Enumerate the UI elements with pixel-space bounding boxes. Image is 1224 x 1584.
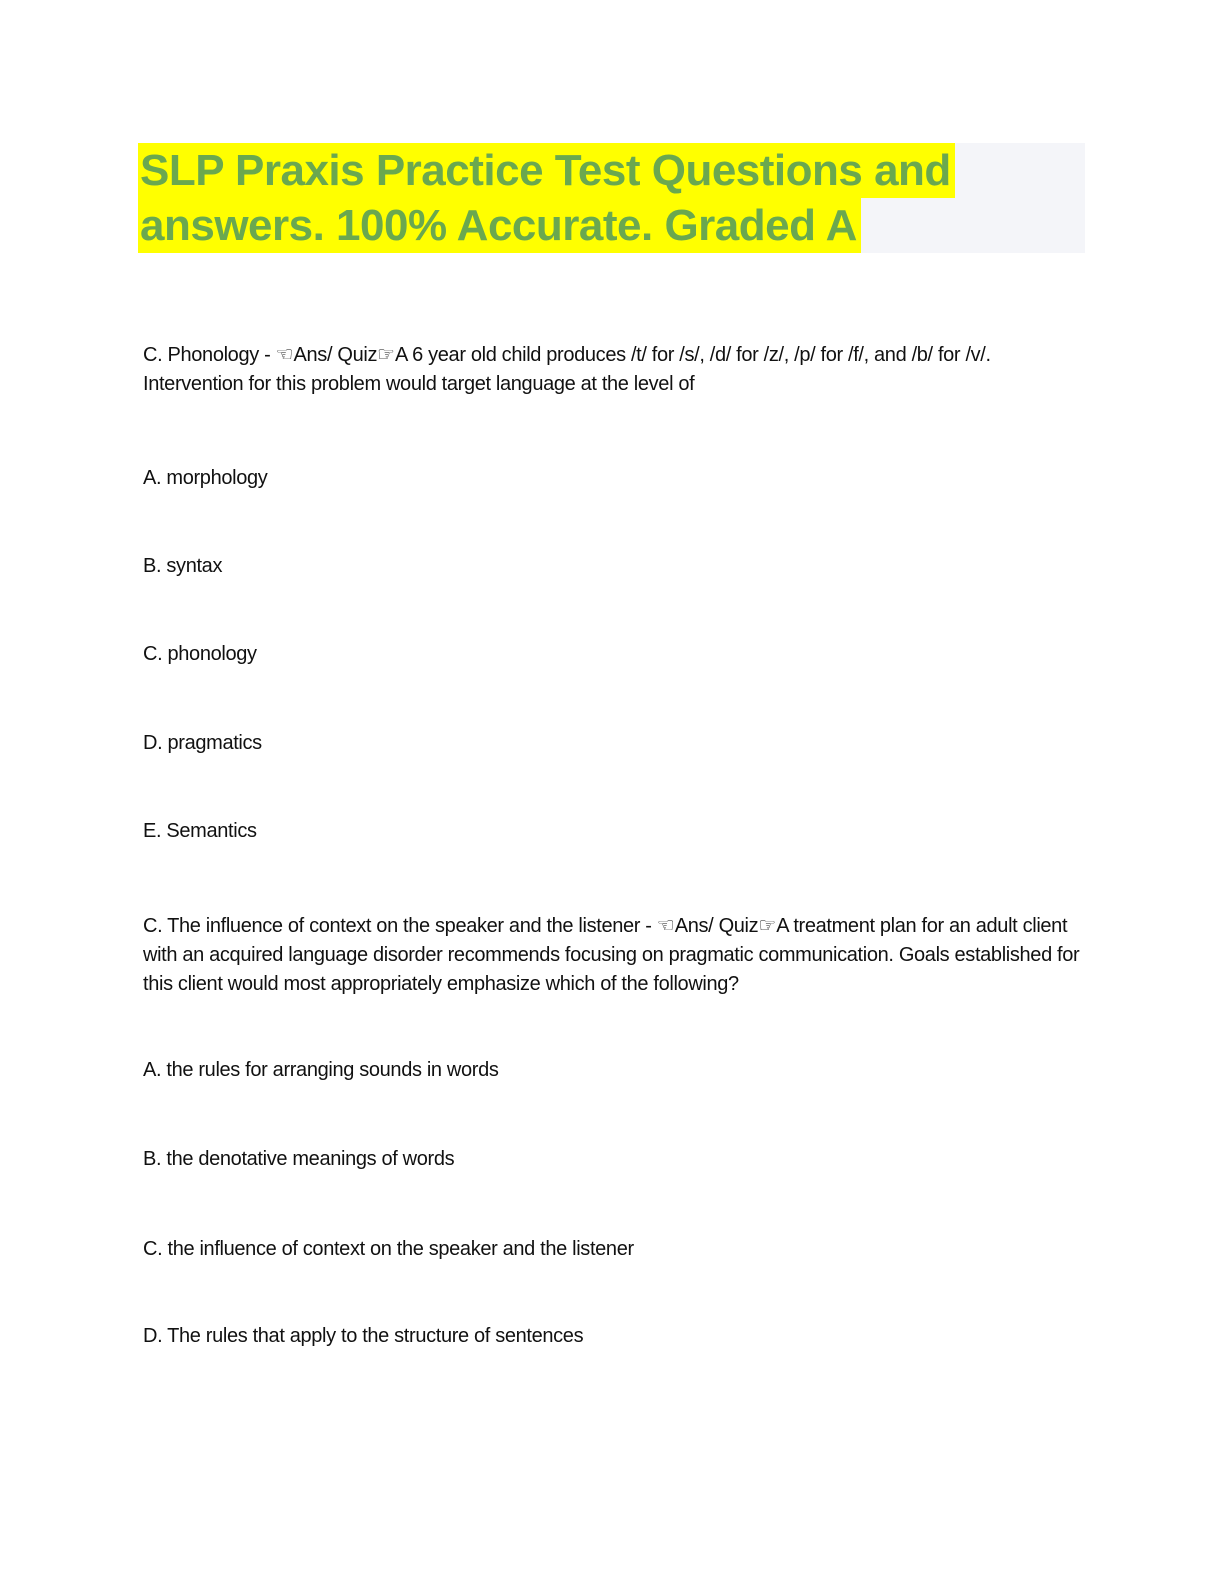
pointing-hand-right-icon: ☞ [758,913,777,937]
title-line-2: answers. 100% Accurate. Graded A [138,198,861,253]
pointing-hand-right-icon: ☞ [377,342,396,366]
title-block [138,143,1085,253]
question-2-ans-quiz-label: Ans/ Quiz [674,915,759,937]
question-1-paragraph [143,340,1088,399]
title-line-1: SLP Praxis Practice Test Questions and [138,143,955,198]
answer-option-q2-d: D. The rules that apply to the structure of sentences [143,1325,584,1347]
answer-option-q1-c: C. phonology [143,643,257,665]
answer-option-q2-a: A. the rules for arranging sounds in words [143,1059,499,1081]
answer-option-q2-c: C. the influence of context on the speaker and the listener [143,1238,634,1260]
pointing-hand-left-icon: ☜ [275,342,294,366]
question-2-body: A treatment plan for an adult client with an acquired language disorder recommends focusing on pragmatic communication. Goals established for this client would most appropriately emphasize which of the following? [143,915,1080,995]
answer-option-q1-b: B. syntax [143,555,223,577]
answer-option-q1-e: E. Semantics [143,820,257,842]
answer-option-q1-d: D. pragmatics [143,732,262,754]
question-1-ans-quiz-label: Ans/ Quiz [293,344,378,366]
pointing-hand-left-icon: ☜ [656,913,675,937]
question-2-paragraph [143,911,1088,999]
question-1-answer-prefix: C. Phonology - [143,344,276,366]
question-2-answer-prefix: C. The influence of context on the speaker and the listener - [143,915,657,937]
answer-option-q1-a: A. morphology [143,467,268,489]
answer-option-q2-b: B. the denotative meanings of words [143,1148,455,1170]
question-1-body: A 6 year old child produces /t/ for /s/, /d/ for /z/, /p/ for /f/, and /b/ for /v/. Intervention for this problem would target language at the level of [143,344,991,395]
document-title [138,143,1085,253]
